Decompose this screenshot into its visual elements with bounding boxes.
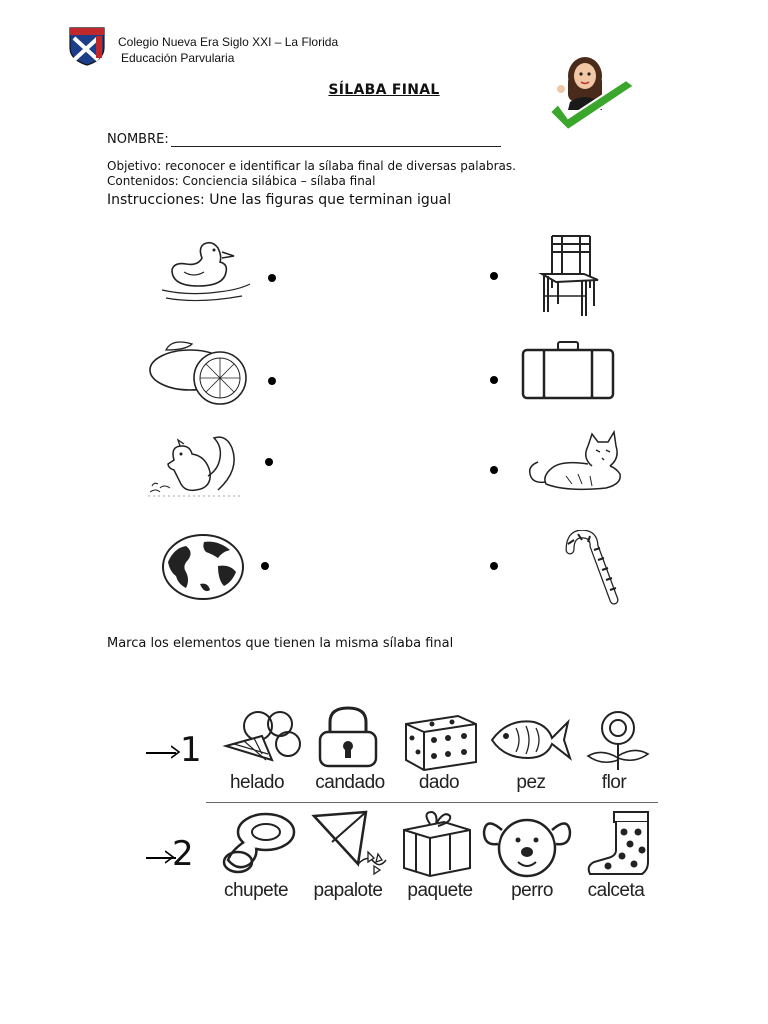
word-perro[interactable]: perro: [511, 880, 553, 901]
row-number-2: 2: [172, 834, 194, 874]
padlock-picture: [314, 704, 382, 770]
match-dot-left-1[interactable]: [268, 274, 276, 282]
word-candado[interactable]: candado: [315, 772, 385, 793]
cat-picture: [526, 430, 626, 494]
dog-picture: [482, 810, 572, 880]
word-dado[interactable]: dado: [418, 772, 460, 793]
section2-instructions: Marca los elementos que tienen la misma sílaba final: [107, 636, 454, 651]
dice-picture: [402, 710, 480, 772]
gift-box-picture: [400, 808, 474, 878]
name-label: NOMBRE:: [107, 132, 169, 147]
word-calceta[interactable]: calceta: [587, 880, 645, 901]
word-pez[interactable]: pez: [516, 772, 546, 793]
word-papalote[interactable]: papalote: [313, 880, 383, 901]
match-dot-left-3[interactable]: [265, 458, 273, 466]
match-dot-left-2[interactable]: [268, 377, 276, 385]
school-crest-icon: [68, 26, 106, 66]
flower-picture: [582, 708, 652, 772]
school-name: Colegio Nueva Era Siglo XXI – La Florida: [118, 35, 339, 49]
objective-text: Objetivo: reconocer e identificar la sílaba final de diversas palabras.: [107, 159, 516, 173]
row-divider: [206, 802, 658, 803]
instructions-text: Instrucciones: Une las figuras que terminan igual: [107, 192, 452, 208]
page-title: SÍLABA FINAL: [328, 82, 440, 98]
word-helado[interactable]: helado: [229, 772, 285, 793]
candy-cane-picture: [562, 530, 622, 606]
teacher-avatar-check-icon: [548, 52, 638, 137]
match-dot-right-2[interactable]: [490, 376, 498, 384]
pacifier-picture: [218, 810, 302, 878]
word-chupete[interactable]: chupete: [223, 880, 289, 901]
globe-picture: [160, 532, 246, 602]
match-dot-right-4[interactable]: [490, 562, 498, 570]
word-paquete[interactable]: paquete: [407, 880, 473, 901]
match-dot-right-3[interactable]: [490, 466, 498, 474]
sock-picture: [584, 810, 654, 878]
row-number-1: 1: [180, 730, 202, 770]
word-flor[interactable]: flor: [601, 772, 627, 793]
contents-text: Contenidos: Conciencia silábica – sílaba final: [107, 174, 376, 188]
fish-picture: [488, 712, 572, 768]
duck-picture: [158, 236, 254, 306]
match-dot-left-4[interactable]: [261, 562, 269, 570]
kite-picture: [308, 808, 390, 878]
school-department: Educación Parvularia: [121, 51, 235, 65]
name-input-line[interactable]: [171, 135, 501, 147]
lemon-picture: [144, 336, 252, 406]
name-field-row: [107, 132, 501, 147]
suitcase-picture: [520, 340, 616, 402]
squirrel-picture: [148, 430, 244, 502]
match-dot-right-1[interactable]: [490, 272, 498, 280]
ice-cream-picture: [222, 708, 306, 770]
chair-picture: [538, 232, 602, 318]
